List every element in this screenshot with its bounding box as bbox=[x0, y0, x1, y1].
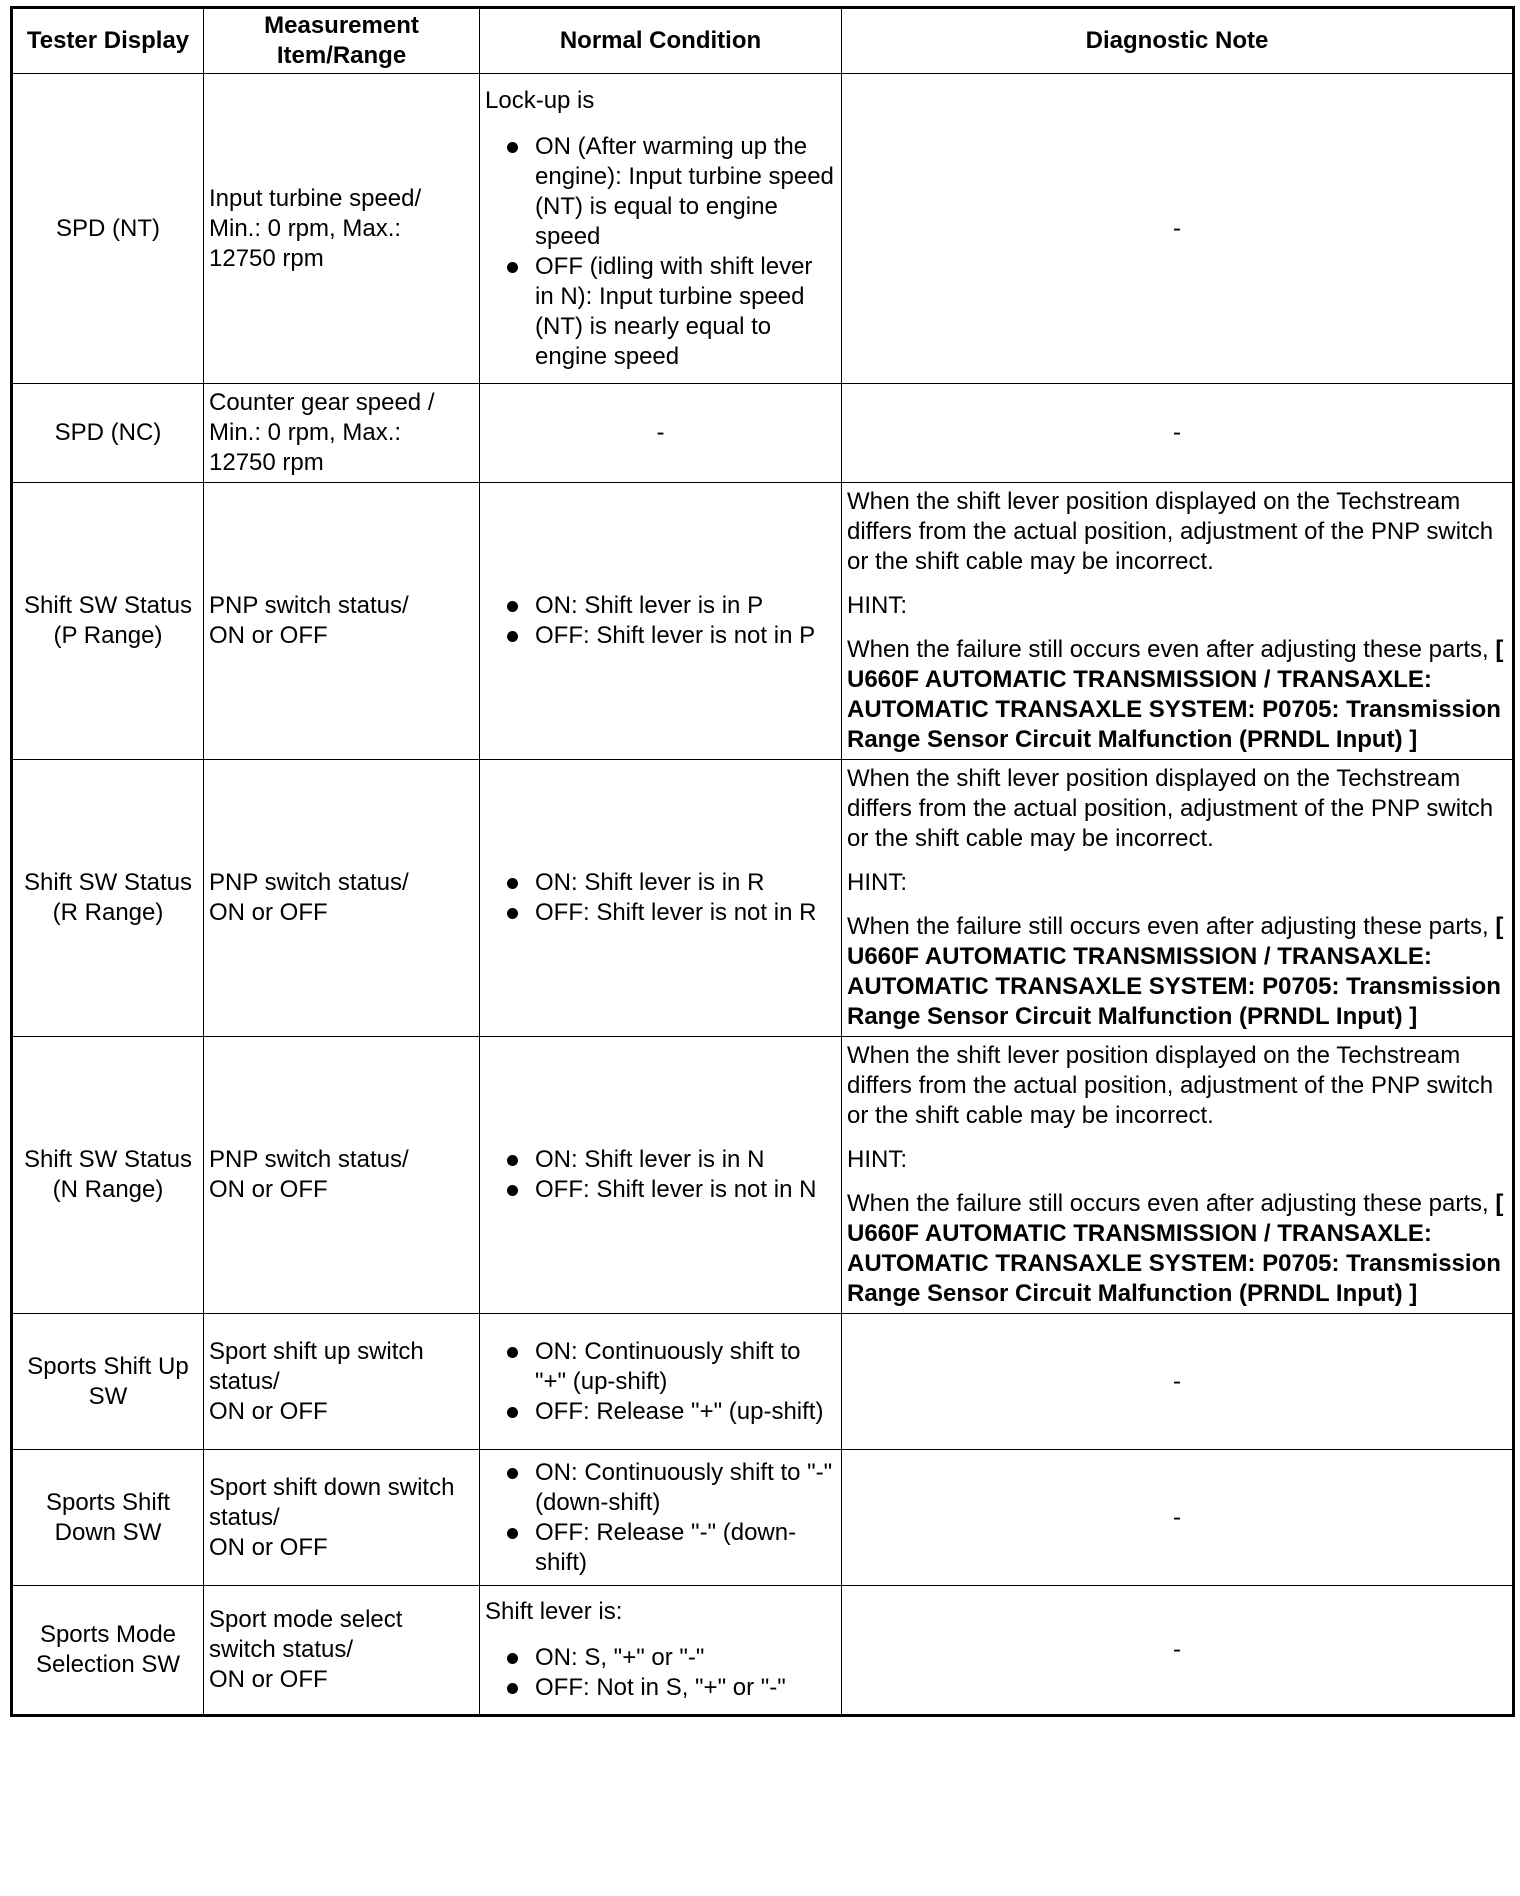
tester-display-text: Shift SW Status bbox=[23, 869, 193, 896]
measurement-cell bbox=[204, 483, 480, 760]
measurement-text: Min.: 0 rpm, Max.: bbox=[209, 214, 402, 242]
measurement-text: Sport mode select bbox=[209, 1606, 403, 1633]
table-row bbox=[12, 483, 1514, 760]
normal-condition-bullet: OFF (idling with shift lever in N): Input turbine speed (NT) is nearly equal to engine speed bbox=[485, 252, 836, 372]
normal-condition-list bbox=[485, 1145, 836, 1205]
normal-condition-cell bbox=[480, 1586, 842, 1716]
normal-condition-list bbox=[485, 1337, 836, 1427]
tester-display-text: SW bbox=[88, 1382, 128, 1410]
normal-condition-list bbox=[485, 1643, 836, 1703]
data-list-sheet bbox=[10, 6, 1512, 1717]
header-measurement-line2: Item/Range bbox=[276, 42, 407, 69]
diagnostic-note-text bbox=[847, 635, 1507, 755]
measurement-text: Counter gear speed / bbox=[209, 389, 435, 416]
header-normal-condition: Normal Condition bbox=[480, 8, 842, 74]
diagnostic-note-cell: - bbox=[842, 74, 1514, 384]
normal-condition-bullet: OFF: Release "+" (up-shift) bbox=[485, 1397, 836, 1427]
measurement-text: 12750 rpm bbox=[209, 449, 324, 476]
normal-condition-cell bbox=[480, 483, 842, 760]
tester-display-text: Shift SW Status bbox=[23, 1146, 193, 1173]
diagnostic-note-reference-link[interactable]: [ U660F AUTOMATIC TRANSMISSION / TRANSAXLE: AUTOMATIC TRANSAXLE SYSTEM: P0705: Transmission Range Sensor Circuit Malfunction (PRNDL Input) ] bbox=[847, 913, 1504, 1030]
tester-display-text: Sports Shift bbox=[45, 1488, 171, 1516]
measurement-text: Min.: 0 rpm, Max.: bbox=[209, 419, 402, 446]
measurement-cell bbox=[204, 1037, 480, 1314]
normal-condition-cell bbox=[480, 1450, 842, 1586]
tester-display-cell bbox=[12, 1450, 204, 1586]
normal-condition-intro: Lock-up is bbox=[485, 86, 595, 114]
diagnostic-note-cell bbox=[842, 483, 1514, 760]
normal-condition-bullet: ON: Continuously shift to "+" (up-shift) bbox=[485, 1337, 836, 1397]
tester-display-cell bbox=[12, 74, 204, 384]
tester-display-text: SPD (NC) bbox=[54, 419, 162, 446]
tester-display-text: (P Range) bbox=[53, 622, 163, 649]
measurement-text: status/ bbox=[209, 1503, 280, 1531]
diagnostic-note-lead: When the failure still occurs even after adjusting these parts, bbox=[847, 636, 1489, 663]
tester-display-text: Sports Mode bbox=[39, 1621, 177, 1648]
tester-display-text: Shift SW Status bbox=[23, 592, 193, 619]
header-measurement-item bbox=[204, 8, 480, 74]
diagnostic-note-cell: - bbox=[842, 1314, 1514, 1450]
normal-condition-bullet: ON: Shift lever is in R bbox=[485, 868, 836, 898]
diagnostic-note-text: When the shift lever position displayed on the Techstream differs from the actual position, adjustment of the PNP switch or the shift cable may be incorrect. bbox=[847, 1042, 1494, 1129]
diagnostic-note-lead: When the failure still occurs even after adjusting these parts, bbox=[847, 1190, 1489, 1217]
normal-condition-bullet: ON: Shift lever is in P bbox=[485, 591, 836, 621]
diagnostic-note-hint: HINT: bbox=[847, 1146, 907, 1173]
normal-condition-bullet: ON (After warming up the engine): Input turbine speed (NT) is equal to engine speed bbox=[485, 132, 836, 252]
measurement-cell bbox=[204, 760, 480, 1037]
normal-condition-bullet: ON: Continuously shift to "-" (down-shift) bbox=[485, 1458, 836, 1518]
table-row bbox=[12, 1037, 1514, 1314]
measurement-text: PNP switch status/ bbox=[209, 869, 409, 896]
tester-display-text: (R Range) bbox=[52, 899, 164, 926]
measurement-text: status/ bbox=[209, 1367, 280, 1395]
tester-display-cell bbox=[12, 760, 204, 1037]
tester-display-text: Sports Shift Up bbox=[27, 1352, 189, 1380]
diagnostic-note-cell bbox=[842, 760, 1514, 1037]
tester-display-text: Selection SW bbox=[35, 1651, 181, 1678]
diagnostic-note-text bbox=[847, 912, 1507, 1032]
table-row bbox=[12, 1586, 1514, 1716]
tester-display-cell bbox=[12, 1314, 204, 1450]
normal-condition-cell bbox=[480, 74, 842, 384]
measurement-text: Sport shift up switch bbox=[209, 1337, 424, 1365]
table-row bbox=[12, 1450, 1514, 1586]
tester-display-text: SPD (NT) bbox=[56, 214, 160, 242]
diagnostic-note-cell bbox=[842, 1037, 1514, 1314]
measurement-text: ON or OFF bbox=[209, 622, 328, 649]
normal-condition-cell: - bbox=[480, 384, 842, 483]
measurement-text: ON or OFF bbox=[209, 1666, 328, 1693]
header-diagnostic-note: Diagnostic Note bbox=[842, 8, 1514, 74]
normal-condition-bullet: ON: S, "+" or "-" bbox=[485, 1643, 836, 1673]
measurement-cell bbox=[204, 1450, 480, 1586]
diagnostic-note-reference-link[interactable]: [ U660F AUTOMATIC TRANSMISSION / TRANSAXLE: AUTOMATIC TRANSAXLE SYSTEM: P0705: Transmission Range Sensor Circuit Malfunction (PRNDL Input) ] bbox=[847, 636, 1504, 753]
tester-display-cell bbox=[12, 1037, 204, 1314]
diagnostic-note-hint: HINT: bbox=[847, 592, 907, 619]
table-row bbox=[12, 1314, 1514, 1450]
tester-display-cell bbox=[12, 384, 204, 483]
header-tester-display: Tester Display bbox=[12, 8, 204, 74]
measurement-cell bbox=[204, 384, 480, 483]
diagnostic-note-hint: HINT: bbox=[847, 869, 907, 896]
measurement-text: ON or OFF bbox=[209, 1533, 328, 1561]
diagnostic-note-cell: - bbox=[842, 1586, 1514, 1716]
measurement-text: ON or OFF bbox=[209, 1397, 328, 1425]
measurement-text: Input turbine speed/ bbox=[209, 184, 422, 212]
measurement-cell bbox=[204, 1586, 480, 1716]
diagnostic-note-cell: - bbox=[842, 384, 1514, 483]
diagnostic-note-reference-link[interactable]: [ U660F AUTOMATIC TRANSMISSION / TRANSAXLE: AUTOMATIC TRANSAXLE SYSTEM: P0705: Transmission Range Sensor Circuit Malfunction (PRNDL Input) ] bbox=[847, 1190, 1504, 1307]
normal-condition-list bbox=[485, 868, 836, 928]
measurement-text: Sport shift down switch bbox=[209, 1473, 455, 1501]
tester-display-cell bbox=[12, 483, 204, 760]
tester-display-text: Down SW bbox=[54, 1518, 162, 1546]
normal-condition-bullet: OFF: Release "-" (down-shift) bbox=[485, 1518, 836, 1578]
measurement-text: PNP switch status/ bbox=[209, 1146, 409, 1173]
diagnostic-note-text: When the shift lever position displayed on the Techstream differs from the actual position, adjustment of the PNP switch or the shift cable may be incorrect. bbox=[847, 765, 1494, 852]
measurement-cell bbox=[204, 74, 480, 384]
measurement-text: switch status/ bbox=[209, 1636, 354, 1663]
normal-condition-list bbox=[485, 132, 836, 372]
table-row bbox=[12, 760, 1514, 1037]
normal-condition-bullet: OFF: Not in S, "+" or "-" bbox=[485, 1673, 836, 1703]
tester-display-text: (N Range) bbox=[52, 1176, 164, 1203]
normal-condition-bullet: ON: Shift lever is in N bbox=[485, 1145, 836, 1175]
normal-condition-cell bbox=[480, 760, 842, 1037]
normal-condition-bullet: OFF: Shift lever is not in P bbox=[485, 621, 836, 651]
normal-condition-intro: Shift lever is: bbox=[485, 1598, 623, 1625]
measurement-text: PNP switch status/ bbox=[209, 592, 409, 619]
measurement-text: ON or OFF bbox=[209, 1176, 328, 1203]
table-row bbox=[12, 74, 1514, 384]
header-row bbox=[12, 8, 1514, 74]
table-row bbox=[12, 384, 1514, 483]
diagnostic-note-text bbox=[847, 1189, 1507, 1309]
normal-condition-bullet: OFF: Shift lever is not in N bbox=[485, 1175, 836, 1205]
normal-condition-cell bbox=[480, 1314, 842, 1450]
measurement-text: ON or OFF bbox=[209, 899, 328, 926]
diagnostic-note-text: When the shift lever position displayed on the Techstream differs from the actual position, adjustment of the PNP switch or the shift cable may be incorrect. bbox=[847, 488, 1494, 575]
tester-display-cell bbox=[12, 1586, 204, 1716]
diagnostic-note-cell: - bbox=[842, 1450, 1514, 1586]
header-measurement-line1: Measurement bbox=[264, 12, 419, 39]
data-list-table bbox=[10, 6, 1515, 1717]
measurement-cell bbox=[204, 1314, 480, 1450]
measurement-text: 12750 rpm bbox=[209, 244, 324, 272]
normal-condition-list bbox=[485, 591, 836, 651]
normal-condition-bullet: OFF: Shift lever is not in R bbox=[485, 898, 836, 928]
diagnostic-note-lead: When the failure still occurs even after adjusting these parts, bbox=[847, 913, 1489, 940]
normal-condition-cell bbox=[480, 1037, 842, 1314]
normal-condition-list bbox=[485, 1458, 836, 1578]
